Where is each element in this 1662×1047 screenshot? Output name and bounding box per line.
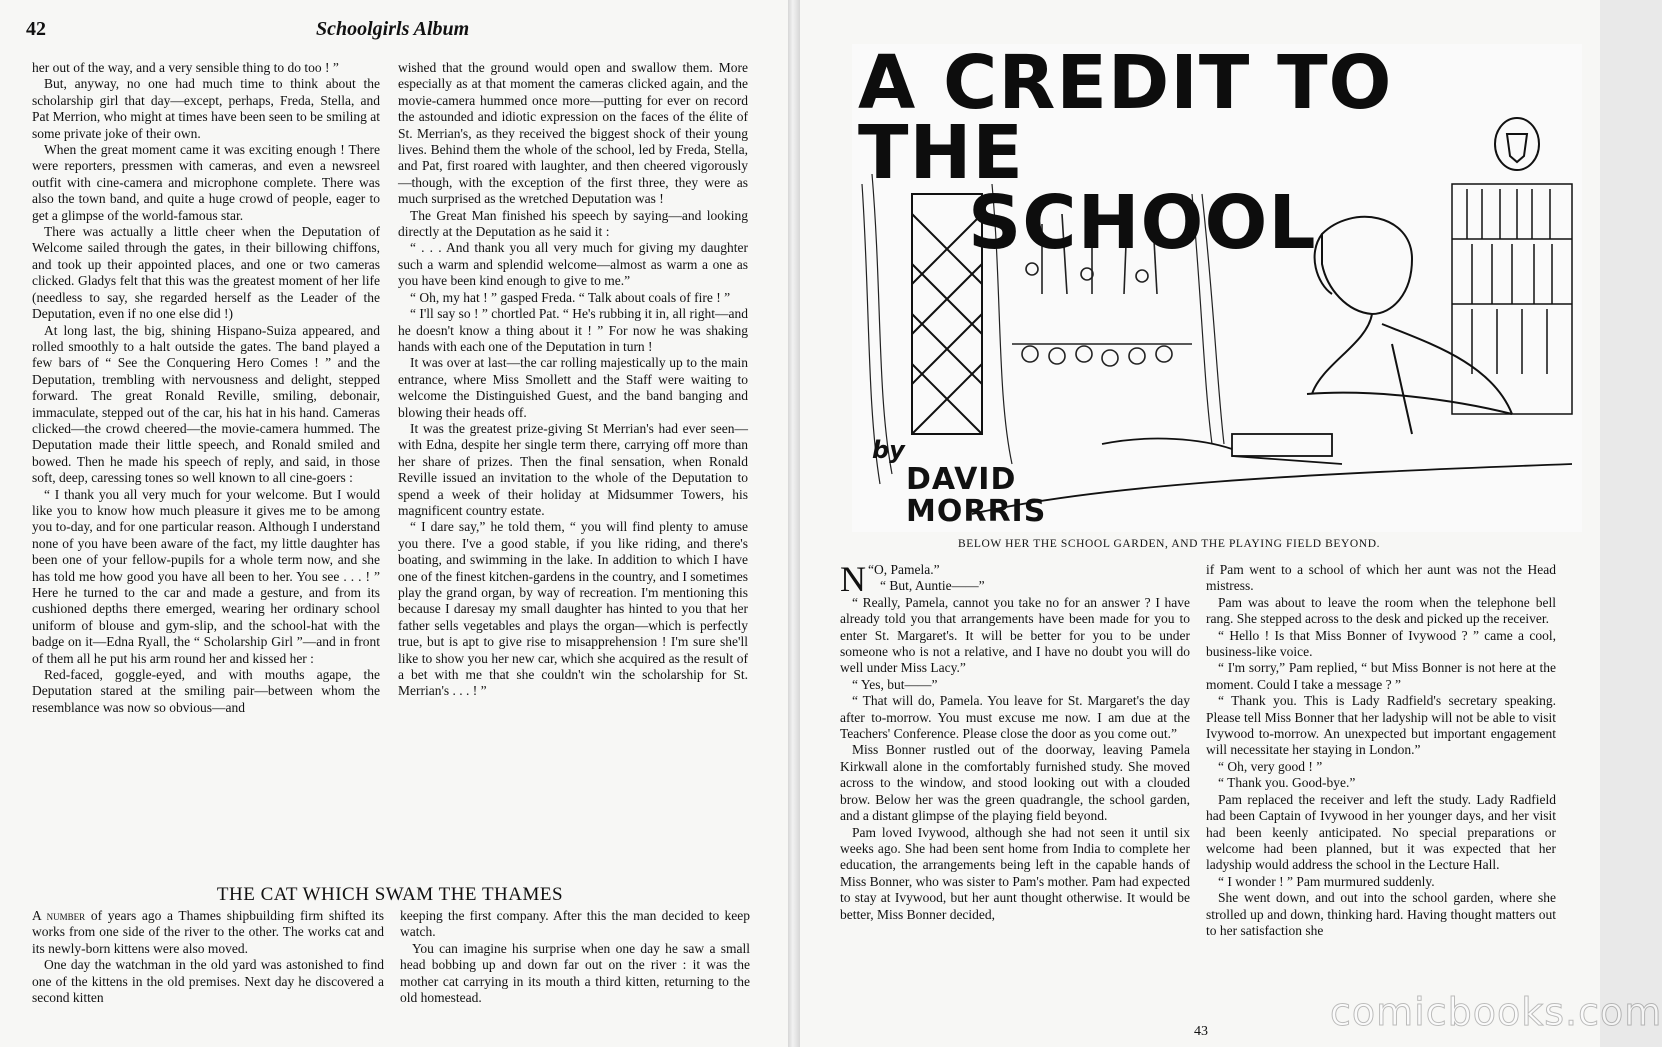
paragraph: her out of the way, and a very sensible thing to do too ! ” <box>32 60 339 75</box>
paragraph: One day the watchman in the old yard was astonished to find one of the kittens in the old premises. Next day he discovered a second kitten <box>32 957 384 1006</box>
story-title-line-1: A CREDIT TO THE <box>858 40 1393 196</box>
paragraph: “ Really, Pamela, cannot you take no for an answer ? I have already told you that arrangements have been made for you to enter St. Margaret's. It will be better for you to be under someone who is not a relative, and I have no doubt you will do well under Miss Lacy.” <box>840 594 1190 676</box>
paragraph: The Great Man finished his speech by saying—and looking directly at the Deputation as he said it : <box>398 207 748 240</box>
paragraph: It was the greatest prize-giving St Merrian's had ever seen—with Edna, despite her single term there, carrying off more than her share of prizes. Then the final sensation, when Ronald Reville issued an invitation to the whole of the Deputation to spend a week of their holiday at Midsummer Towers, his magnificent country estate. <box>398 420 748 518</box>
byline: by <box>872 436 905 464</box>
paragraph <box>32 908 384 957</box>
right-column-1 <box>840 559 1190 923</box>
paragraph: wished that the ground would open and swallow them. More especially as at that moment the cameras clicked again, and the movie-camera hummed once more—putting for ever on record the astounded and idiotic expression on the faces of the élite of St. Merrian's, as they received the biggest shock of their young lives. Behind them the whole of the school, led by Freda, Stella, and Pat, first roared with laughter, and then cheered vigorously—though, with the exception of the first three, they were as much surprised as the wretched Deputation was ! <box>398 60 748 207</box>
story-illustration <box>852 40 1582 532</box>
right-column-2 <box>1206 562 1556 939</box>
cat-story-column-1 <box>32 908 384 1006</box>
paragraph: if Pam went to a school of which her aunt was not the Head mistress. <box>1206 562 1556 594</box>
paragraph: “ Thank you. Good-bye.” <box>1218 775 1356 791</box>
paragraph: “ Oh, very good ! ” <box>1218 758 1323 774</box>
paragraph: Miss Bonner rustled out of the doorway, leaving Pamela Kirkwall alone in the comfortably furnished study. She moved across to the window, and stood looking out with a clouded brow. Below her was the green quadrangle, the school garden, and a distant glimpse of the playing field beyond. <box>840 742 1190 824</box>
story-title-line-2: SCHOOL <box>968 180 1317 266</box>
paragraph: Pam replaced the receiver and left the study. Lady Radfield had been Captain of Ivywood in her younger days, and her visit had been keenly anticipated. No special preparations or welcome had been planned, but it was expected that her ladyship would address the school in the Lecture Hall. <box>1206 791 1556 873</box>
author-name <box>906 464 1046 528</box>
left-column-1 <box>32 60 380 716</box>
paragraph: Pam loved Ivywood, although she had not seen it until six weeks ago. She had been sent home from India to complete her education, the arrangements being left in the capable hands of Miss Bonner, who was sister to Pam's mother. Pam had expected to stay at Ivywood, but her aunt thought otherwise. It would be better, Miss Bonner decided, <box>840 824 1190 922</box>
paragraph: It was over at last—the car rolling majestically up to the main entrance, where Miss Smollett and the Staff were waiting to welcome the Distinguished Guest, and the band banging and blowing their heads off. <box>398 355 748 420</box>
magazine-title: Schoolgirls Album <box>316 18 470 40</box>
paragraph: “ N O, Pamela.” <box>840 559 940 599</box>
paragraph: She went down, and out into the school garden, where she strolled up and down, thinking hard. Having thought matters out to her satisfaction she <box>1206 890 1556 938</box>
right-page <box>800 0 1662 1047</box>
paragraph: You can imagine his surprise when one day he saw a small head bobbing up and down far out on the river : it was the mother cat carrying in its mouth a third kitten, returning to the old homestead. <box>400 940 750 1006</box>
drop-cap: N <box>840 559 866 599</box>
paragraph: But, anyway, no one had much time to think about the scholarship girl that day—except, perhaps, Freda, Stella, and Pat Merrion, who might at times have been seen to be smiling at some private joke of their own. <box>32 76 380 141</box>
paragraph: Red-faced, goggle-eyed, and with mouths agape, the Deputation stared at the smiling pair—between whom the resemblance was now so obvious—and <box>32 667 380 715</box>
page-number: 42 <box>26 18 46 40</box>
paragraph: “ Thank you. This is Lady Radfield's secretary speaking. Please tell Miss Bonner that her ladyship will not be able to visit Ivywood to-morrow. An unexpected but important engagement will necessitate her staying in London.” <box>1206 693 1556 758</box>
paragraph: “ I'm sorry,” Pam replied, “ but Miss Bonner is not here at the moment. Could I take a message ? ” <box>1206 660 1556 692</box>
paragraph-text: O, Pamela.” <box>874 562 940 577</box>
paragraph: There was actually a little cheer when the Deputation of Welcome sailed through the gates, in their billowing chiffons, and took up their appointed places, and one or two cameras clicked. Gladys felt that this was the greatest moment of her life (needless to say, she regarded herself as the Leader of the Deputation, even if no one else did !) <box>32 224 380 322</box>
paragraph: “ But, Auntie——” <box>880 578 985 594</box>
paragraph: “ . . . And thank you all very much for giving my daughter such a warm and splendid welcome—almost as warm a one as you have been kind enough to give to me.” <box>398 240 748 289</box>
paragraph: Pam was about to leave the room when the telephone bell rang. She stepped across to the desk and picked up the receiver. <box>1206 594 1556 627</box>
paragraph: “ Yes, but——” <box>852 676 938 692</box>
paragraph: keeping the first company. After this the man decided to keep watch. <box>400 908 750 940</box>
cat-story-column-2 <box>400 908 750 1006</box>
author-first-name: DAVID <box>906 462 1017 497</box>
paragraph: At long last, the big, shining Hispano-Suiza appeared, and rolled smoothly to a halt outside the gates. The band played a few bars of “ See the Conquering Hero Comes ! ” and the Deputation, trembling with nervousness and delight, stepped forward. The great Ronald Reville, smiling, debonair, immaculate, stepped out of the car, his hat in his hand. Cameras clicked—the crowd cheered—the movie-camera hummed. The Deputation made their little speech, and Ronald smiled and bowed. Then he made his speech of reply, and said, in those soft, deep, caressing tones so well known to all cine-goers : <box>32 322 380 486</box>
cat-story-title: THE CAT WHICH SWAM THE THAMES <box>216 884 564 905</box>
left-page <box>0 0 788 1047</box>
paragraph: “ I'll say so ! ” chortled Pat. “ He's rubbing it in, all right—and he doesn't know a thing about it ! ” For now he was shaking hands with each one of the Deputation in turn ! <box>398 306 748 354</box>
illustration-caption: BELOW HER THE SCHOOL GARDEN, AND THE PLAYING FIELD BEYOND. <box>958 538 1381 550</box>
running-head <box>26 18 766 46</box>
desk-and-books <box>972 434 1572 514</box>
page-number: 43 <box>1194 1024 1208 1039</box>
paragraph: “ That will do, Pamela. You leave for St. Margaret's the day after to-morrow. You must excuse me now. I am due at the Teachers' Conference. Please close the door as you come out.” <box>840 693 1190 742</box>
author-last-name: MORRIS <box>906 494 1047 529</box>
paragraph: “ I thank you all very much for your welcome. But I would like you to know how much pleasure it gives me to be among you to-day, and for one particular reason. Although I understand none of you have been aware of the fact, my little daughter has been one of your fellow-pupils for a whole term now, and she has told me how good you have all been to her. You see . . . ! ” Here he turned to the car and made a gesture, and from its cushioned depths there emerged, wearing her ordinary school uniform of blouse and gym-slip, and the school-hat with the badge on it—Edna Ryall, the “ Scholarship Girl ”—and in front of them all he put his arm round her and kissed her : <box>32 486 380 666</box>
paragraph-text: of years ago a Thames shipbuilding firm shifted its works from one side of the river to the other. The works cat and its newly-born kittens were also moved. <box>32 908 385 956</box>
paragraph: “ Oh, my hat ! ” gasped Freda. “ Talk about coals of fire ! ” <box>410 289 731 305</box>
story-title <box>858 40 1558 266</box>
page-gutter <box>788 0 800 1047</box>
paragraph: “ I dare say,” he told them, “ you will find plenty to amuse you there. I've a good stable, if you like riding, and there's boating, and swimming in the lake. In addition to which I have one of the finest kitchen-gardens in the country, and I sometimes play the grand organ, by way of recreation. I'm mentioning this because I daresay my small daughter has hinted to you that her father sells vegetables and plays the organ—which is perfectly true, but is apt to give rise to misapprehension ! I'm sure she'll like to show you her new car, which she acquired as the result of a bet with me that she couldn't win the scholarship for St. Merrian's . . . ! ” <box>398 519 748 699</box>
opening-smallcaps: A number <box>32 908 86 923</box>
watermark: comicbooks.com <box>1330 990 1662 1034</box>
paragraph: “ Hello ! Is that Miss Bonner of Ivywood ? ” came a cool, business-like voice. <box>1206 627 1556 660</box>
paragraph: When the great moment came it was exciting enough ! There were reporters, pressmen with cameras, and even a newsreel outfit with cine-camera and microphone complete. There was also the town band, and quite a huge crowd of people, eager to get a glimpse of the world-famous star. <box>32 142 380 223</box>
left-column-2 <box>398 60 748 700</box>
paragraph: “ I wonder ! ” Pam murmured suddenly. <box>1218 873 1435 889</box>
